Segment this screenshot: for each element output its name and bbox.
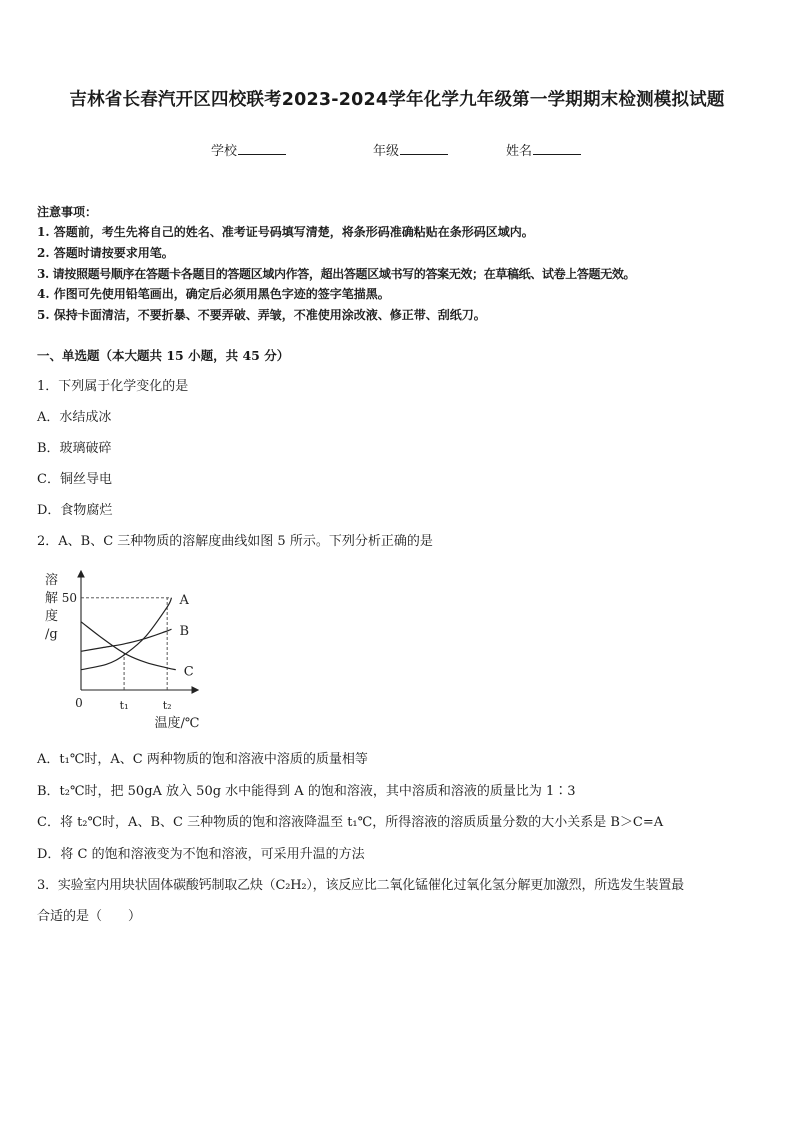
notice-item: 3. 请按照题号顺序在答题卡各题目的答题区域内作答，超出答题区域书写的答案无效；在草稿纸、试卷上答题无效。 [37,266,636,281]
ylabel-char: 溶 [45,573,59,588]
solubility-chart [37,566,217,736]
ylabel-char: 度 [45,609,59,624]
x-tick-label-t2: t₂ [162,699,172,712]
x-tick-label-t1: t₁ [119,699,129,712]
name-label: 姓名 [506,144,533,159]
question-2-option-b[interactable]: B．t₂℃时，把 50gA 放入 50g 水中能得到 A 的饱和溶液，其中溶质和溶液的质量比为 1∶3 [37,784,576,799]
grade-label: 年级 [373,144,400,159]
notice-item: 1. 答题前，考生先将自己的姓名、准考证号码填写清楚，将条形码准确粘贴在条形码区域内。 [37,225,534,239]
school-field[interactable] [211,140,286,159]
x-axis-label: 温度/℃ [154,716,200,731]
question-1-option-a[interactable]: A．水结成冰 [37,410,112,425]
notice-section [37,202,767,326]
ylabel-char: 解 [45,591,59,606]
series-label-b: B [179,624,190,640]
question-1-option-b[interactable]: B．玻璃破碎 [37,441,112,456]
notice-item: 5. 保持卡面清洁，不要折暴、不要弄破、弄皱，不准使用涂改液、修正带、刮纸刀。 [37,308,486,323]
question-2-option-a[interactable]: A．t₁℃时，A、C 两种物质的饱和溶液中溶质的质量相等 [37,752,368,767]
question-3-stem-line-1: 3．实验室内用块状固体碳酸钙制取乙炔（C₂H₂），该反应比二氧化锰催化过氧化氢分解更加激烈，所选发生装置最 [37,878,684,893]
ylabel-char: /g [45,627,58,642]
grade-field[interactable] [373,140,448,159]
section-heading: 一、单选题（本大题共 15 小题，共 45 分） [37,348,290,363]
question-2-stem: 2．A、B、C 三种物质的溶解度曲线如图 5 所示。下列分析正确的是 [37,534,433,549]
name-blank[interactable] [533,141,581,155]
y-tick-label: 50 [61,590,77,605]
name-field[interactable] [506,140,581,159]
school-label: 学校 [211,144,238,159]
page-title: 吉林省长春汽开区四校联考2023-2024学年化学九年级第一学期期末检测模拟试题 [69,90,725,110]
question-2-option-d[interactable]: D．将 C 的饱和溶液变为不饱和溶液，可采用升温的方法 [37,847,365,862]
student-info-row [0,140,794,160]
series-label-a: A [179,592,189,608]
notice-heading: 注意事项： [37,205,98,219]
series-label-c: C [183,664,194,680]
notice-item: 2. 答题时请按要求用笔。 [37,245,174,260]
question-1-option-c[interactable]: C．铜丝导电 [37,472,112,487]
curve-c [81,622,176,670]
question-2-option-c[interactable]: C．将 t₂℃时，A、B、C 三种物质的饱和溶液降温至 t₁℃，所得溶液的溶质质量分数的大小关系是 B＞C=A [37,815,664,830]
question-1-stem: 1．下列属于化学变化的是 [37,379,189,394]
notice-item: 4. 作图可先使用铅笔画出，确定后必须用黑色字迹的签字笔描黑。 [37,287,390,302]
question-1-option-d[interactable]: D．食物腐烂 [37,503,113,518]
school-blank[interactable] [238,141,286,155]
question-3-stem-line-2: 合适的是（ ） [37,909,142,924]
grade-blank[interactable] [400,141,448,155]
origin-label: 0 [75,696,83,710]
